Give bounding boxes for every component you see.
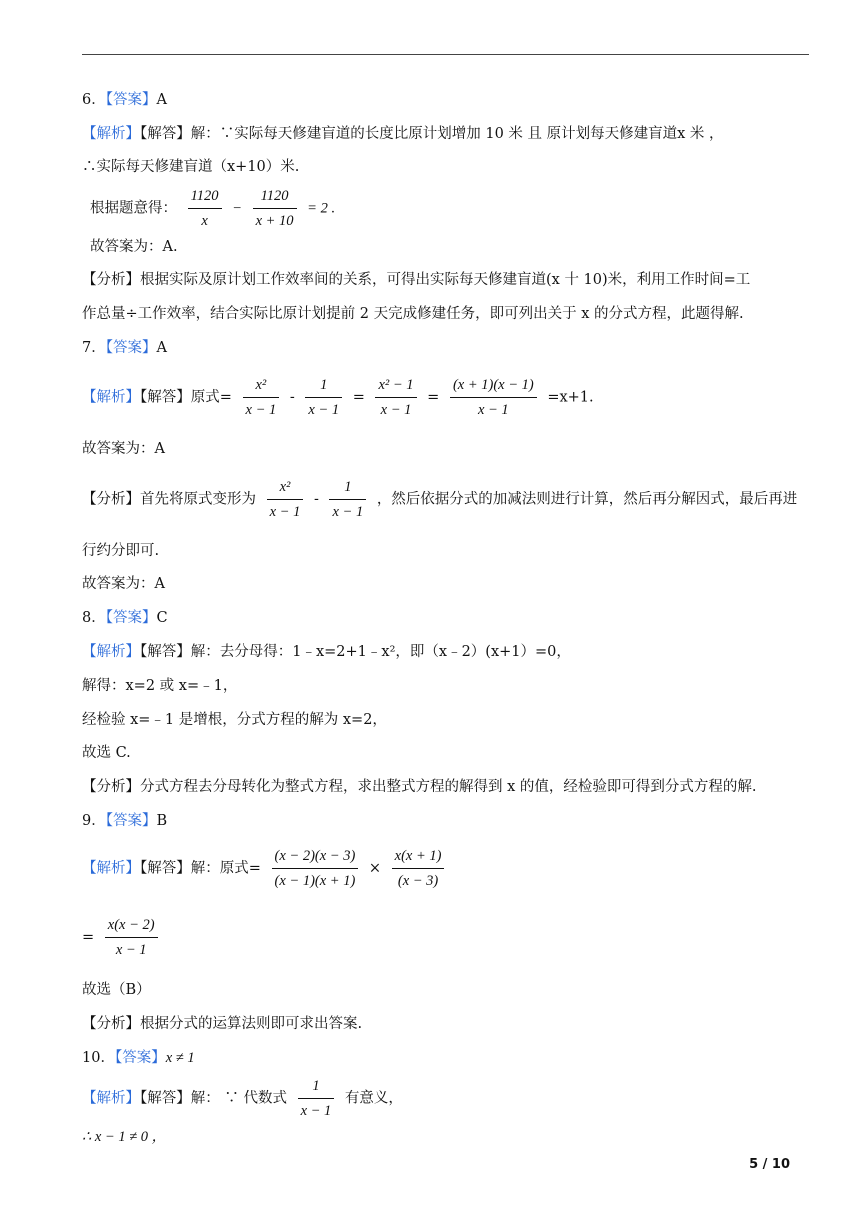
q6-solution-line1: 【解析】【解答】解：∵实际每天修建盲道的长度比原计划增加 10 米 且 原计划每天修建盲道x 米 ， (82, 126, 724, 142)
q8-solution-line2: 解得：x=2 或 x=﹣1， (82, 678, 238, 694)
q10-answer: 10．【答案】x ≠ 1 (82, 1050, 195, 1066)
fraction: $\frac{1}{x - 1}$ (305, 375, 342, 420)
fraction: $\frac{1}{x - 1}$ (329, 477, 366, 522)
q8-solution-line1: 【解析】【解答】解：去分母得：1﹣x=2+1﹣x²，即（x﹣2）(x+1）=0， (82, 644, 571, 660)
q10-solution-line2: ∴ x − 1 ≠ 0 ， (82, 1129, 167, 1145)
q8-solution-line4: 故选 C. (82, 745, 131, 761)
q6-answer: 6．【答案】A (82, 92, 167, 108)
fraction: $\frac{(x + 1)(x - 1)}{x - 1}$ (450, 375, 537, 420)
q8-answer: 8．【答案】C (82, 610, 168, 626)
q7-solution: 【解析】【解答】原式= $\frac{\text{x²}}{x - 1}$ - $\frac{1}{x - 1}$ = $\frac{\text{x² − 1}}{x - 1}$ = $\frac{(x + 1)(x - 1)}{x - 1}$ =x+1. (82, 377, 594, 418)
q8-solution-line3: 经检验 x=﹣1 是增根，分式方程的解为 x=2， (82, 712, 387, 728)
q7-answer: 7．【答案】A (82, 340, 167, 356)
q9-result: = $\frac{x(x - 2)}{x - 1}$ (82, 915, 164, 960)
q7-conclusion: 故答案为：A (82, 441, 165, 457)
q7-analysis-line2: 行约分即可. (82, 543, 160, 559)
q6-conclusion: 故答案为：A. (90, 239, 178, 255)
q6-equation: 根据题意得： $\frac{1120}{x}$ − $\frac{1120}{x + 10}$ = 2 . (90, 188, 336, 229)
q9-conclusion: 故选（B） (82, 982, 151, 998)
fraction: $\frac{1}{x - 1}$ (298, 1076, 335, 1121)
fraction: $\frac{(x - 2)(x - 3)}{(x - 1)(x + 1)}$ (272, 846, 359, 891)
q8-analysis: 【分析】分式方程去分母转化为整式方程，求出整式方程的解得到 x 的值，经检验即可得到分式方程的解. (82, 779, 757, 795)
fraction: $\frac{1120}{x}$ (188, 186, 222, 231)
q9-solution: 【解析】【解答】解：原式= $\frac{(x - 2)(x - 3)}{(x - 1)(x + 1)}$ × $\frac{x(x + 1)}{(x - 3)}$ (82, 846, 450, 891)
fraction: $\frac{x(x - 2)}{x - 1}$ (105, 915, 158, 960)
fraction: $\frac{1120}{x + 10}$ (253, 186, 297, 231)
q10-solution: 【解析】【解答】解： ∵ 代数式 $\frac{1}{x - 1}$ 有意义， (82, 1078, 403, 1119)
page-number: 5 / 10 (749, 1157, 790, 1172)
q6-analysis-line2: 作总量÷工作效率，结合实际比原计划提前 2 天完成修建任务，即可列出关于 x 的分式方程，此题得解. (82, 306, 744, 322)
fraction: $\frac{x(x + 1)}{(x - 3)}$ (392, 846, 445, 891)
q6-analysis-line1: 【分析】根据实际及原计划工作效率间的关系，可得出实际每天修建盲道(x 十 10)米，利用工作时间=工 (82, 272, 751, 288)
fraction: $\frac{\text{x² − 1}}{x - 1}$ (375, 375, 416, 420)
q7-conclusion2: 故答案为：A (82, 576, 165, 592)
header-rule (82, 54, 809, 55)
fraction: $\frac{\text{x²}}{x - 1}$ (243, 375, 280, 420)
q9-analysis: 【分析】根据分式的运算法则即可求出答案. (82, 1016, 363, 1032)
q6-solution-line2: ∴实际每天修建盲道（x+10）米. (82, 159, 300, 175)
q7-analysis-line1: 【分析】首先将原式变形为 $\frac{\text{x²}}{x - 1}$ - $\frac{1}{x - 1}$ ，然后依据分式的加减法则进行计算，然后再分解因式，最后再进 (82, 479, 798, 520)
fraction: $\frac{\text{x²}}{x - 1}$ (267, 477, 304, 522)
q9-answer: 9．【答案】B (82, 813, 168, 829)
